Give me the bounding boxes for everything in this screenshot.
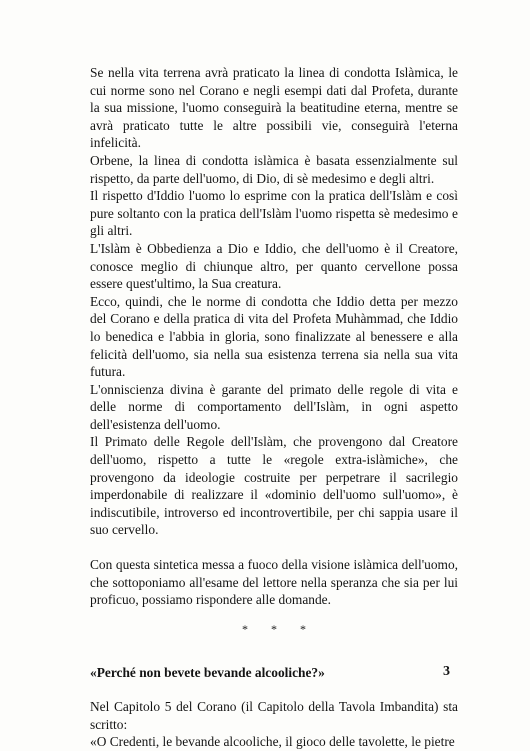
paragraph: L'Islàm è Obbedienza a Dio e Iddio, che dell'uomo è il Creatore, conosce meglio di chiunque altro, per quanto cervellone possa essere quest'ultimo, la Sua creatura. bbox=[90, 240, 458, 292]
paragraph-gap bbox=[90, 539, 458, 556]
page-number: 3 bbox=[443, 664, 450, 679]
paragraph: Il rispetto d'Iddio l'uomo lo esprime con la pratica dell'Islàm e così pure soltanto con la pratica dell'Islàm l'uomo rispetta sè medesimo e gli altri. bbox=[90, 188, 458, 239]
paragraph: «O Credenti, le bevande alcooliche, il gioco delle tavolette, le pietre bbox=[90, 734, 455, 750]
paragraph: Orbene, la linea di condotta islàmica è basata essenzialmente sul rispetto, da parte dell'uomo, di Dio, di sè medesimo e degli altri. bbox=[90, 152, 458, 186]
paragraph: L'onniscienza divina è garante del primato delle regole di vita e delle norme di comportamento dell'Islàm, in ogni aspetto dell'esistenza dell'uomo. bbox=[90, 381, 458, 432]
summary-paragraph: Con questa sintetica messa a fuoco della visione islàmica dell'uomo, che sottoponiamo all'esame del lettore nella speranza che sia per lui proficuo, possiamo rispondere alle domande. bbox=[90, 557, 458, 608]
paragraph: Nel Capitolo 5 del Corano (il Capitolo della Tavola Imbandita) sta scritto: bbox=[90, 699, 458, 732]
paragraph: Se nella vita terrena avrà praticato la linea di condotta Islàmica, le cui norme sono nel Corano e negli esempi dati dal Profeta, durante la sua missione, l'uomo conseguirà la beatitudine eterna, mentre se avrà praticato tutte le altre possibili vie, conseguirà l'eterna infelicità. bbox=[90, 65, 458, 151]
paragraph: Il Primato delle Regole dell'Islàm, che provengono dal Creatore dell'uomo, rispetto a tutte le «regole extra-islàmiche», che provengono da ideologie costruite per perpetrare il sacrilegio imperdonabile di realizzare il «dominio dell'uomo sull'uomo», è indiscutibile, introverso ed incontrovertibile, per chi sappia usare il suo cervello. bbox=[90, 434, 458, 538]
paragraph: Ecco, quindi, che le norme di condotta che Iddio detta per mezzo del Corano e della pratica di vita del Profeta Muhàmmad, che Iddio lo benedica e l'abbia in gloria, sono finalizzate al benessere e alla felicità dell'uomo, sia nella sua esistenza terrena sia nella sua vita futura. bbox=[90, 293, 458, 380]
section-separator: * * * bbox=[242, 621, 316, 636]
section-heading: «Perché non bevete bevande alcooliche?» bbox=[90, 665, 325, 681]
body-text bbox=[90, 64, 458, 751]
